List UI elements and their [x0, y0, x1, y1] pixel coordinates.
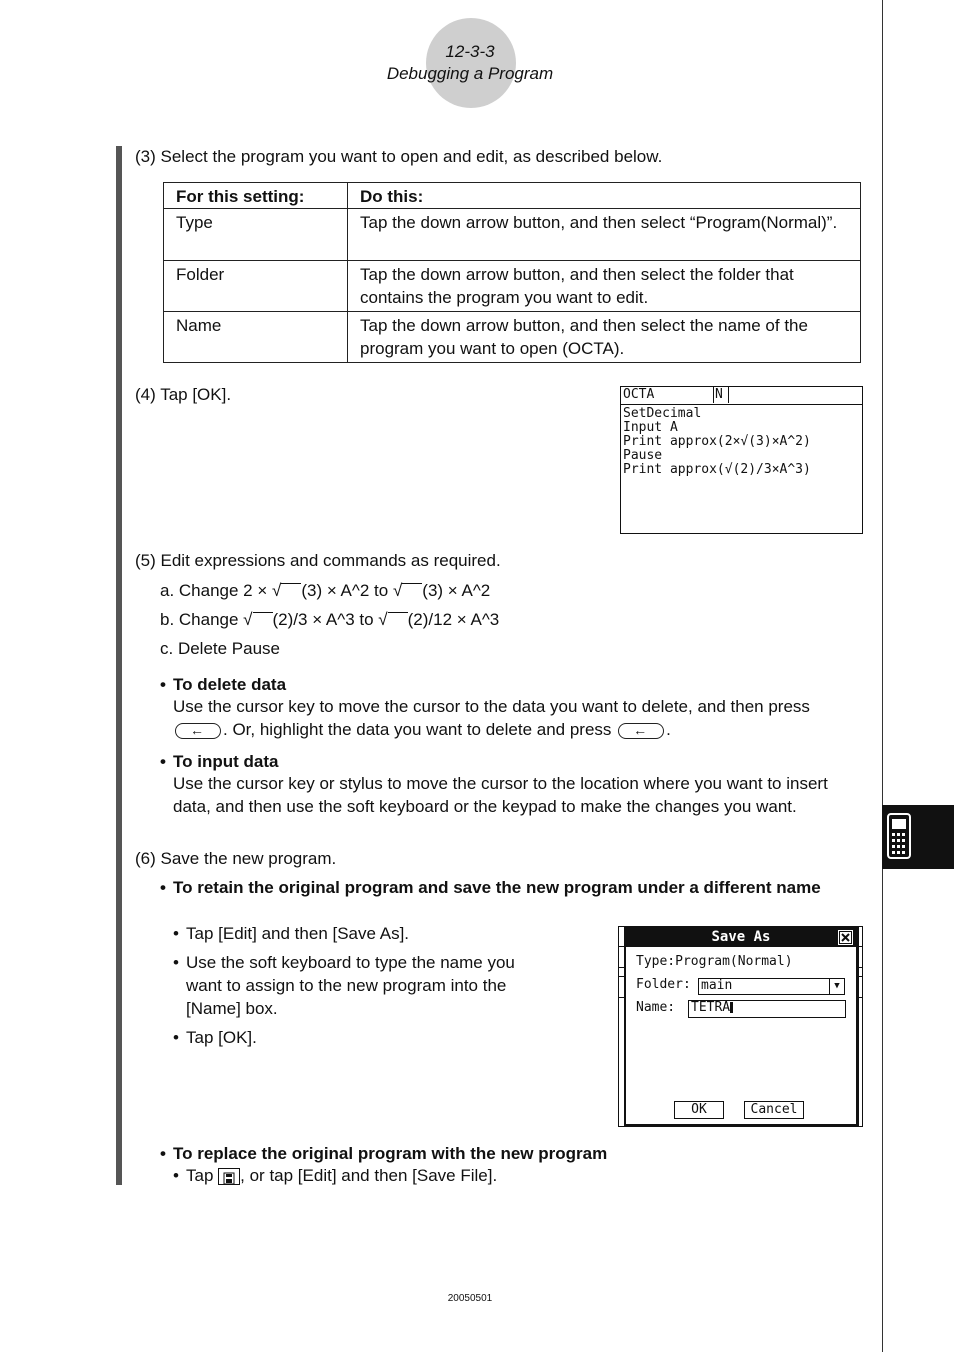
table-header-action: Do this: — [348, 183, 861, 209]
header-circle — [426, 18, 516, 108]
bullet-dot: • — [160, 1144, 166, 1163]
calculator-icon — [882, 805, 954, 869]
program-code — [623, 407, 811, 477]
table-cell-setting: Type — [164, 209, 348, 261]
folder-value: main — [701, 978, 733, 993]
replace-text — [186, 1164, 497, 1187]
step-5a-part: a. Change 2 × √ — [160, 581, 282, 600]
section-number: 12-3-3 — [445, 42, 495, 61]
save-icon — [218, 1168, 240, 1185]
code-line: Pause — [623, 448, 663, 463]
close-icon[interactable] — [838, 930, 853, 945]
chevron-down-icon[interactable]: ▼ — [829, 979, 844, 994]
step-4-text: (4) Tap [OK]. — [135, 385, 232, 404]
table-row — [164, 209, 861, 261]
step-6-text: (6) Save the new program. — [135, 849, 337, 868]
program-editor-screen — [620, 386, 863, 534]
step-5b-part: b. Change √ — [160, 610, 253, 629]
table-cell-action: Tap the down arrow button, and then select the folder that contains the program you want to edit. — [348, 261, 861, 312]
delete-heading: To delete data — [173, 675, 287, 694]
bullet-dot: • — [160, 752, 166, 771]
delete-text-part: . Or, highlight the data you want to delete and press — [223, 720, 612, 739]
replace-text-part: , or tap [Edit] and then [Save File]. — [240, 1166, 498, 1185]
bullet-small: • — [173, 1028, 179, 1047]
table-header-row — [164, 183, 861, 209]
step-5a-part: (3) × A^2 — [422, 581, 491, 600]
delete-text-part: . — [666, 720, 671, 739]
table-cell-setting: Folder — [164, 261, 348, 312]
bullet-small: • — [173, 924, 179, 943]
replace-heading: To replace the original program with the new program — [173, 1144, 608, 1163]
code-line: Print approx(√(2)/3×A^3) — [623, 462, 811, 477]
step-5b-part: (2)/12 × A^3 — [407, 610, 500, 629]
name-input[interactable] — [688, 1000, 846, 1018]
delete-text — [173, 695, 873, 741]
retain-heading: To retain the original program and save the new program under a different name — [173, 878, 821, 897]
table-row — [164, 261, 861, 312]
table-cell-action: Tap the down arrow button, and then select the name of the program you want to open (OCTA). — [348, 312, 861, 363]
table-cell-setting: Name — [164, 312, 348, 363]
code-line: Input A — [623, 420, 678, 435]
cancel-button[interactable]: Cancel — [744, 1101, 804, 1119]
chapter-tab — [882, 805, 954, 869]
table-header-setting: For this setting: — [164, 183, 348, 209]
program-name: OCTA — [623, 387, 655, 402]
page-title: Debugging a Program — [386, 64, 554, 83]
text-cursor — [730, 1002, 733, 1013]
dialog-title: Save As — [626, 928, 856, 947]
delete-text-part: Use the cursor key to move the cursor to the data you want to delete, and then press — [173, 697, 810, 716]
settings-table — [163, 182, 861, 363]
bullet-dot: • — [160, 675, 166, 694]
retain-step-2: Use the soft keyboard to type the name you want to assign to the new program into the [Name] box. — [186, 953, 515, 1018]
program-mode: N — [715, 387, 723, 402]
ok-button[interactable]: OK — [674, 1101, 724, 1119]
page-right-rule — [882, 0, 883, 1352]
footer-code: 20050501 — [447, 1293, 493, 1304]
name-label: Name: — [636, 1000, 676, 1015]
section-margin-bar — [116, 146, 122, 1185]
dialog-type: Type:Program(Normal) — [636, 954, 793, 969]
step-5-text: (5) Edit expressions and commands as required. — [135, 551, 501, 570]
retain-step-3: Tap [OK]. — [186, 1028, 257, 1047]
replace-text-part: Tap — [186, 1166, 214, 1185]
input-text: Use the cursor key or stylus to move the cursor to the location where you want to insert data, and then use the soft keyboard or the keypad to make the changes you want. — [173, 774, 828, 816]
step-5b — [160, 608, 499, 631]
editor-title-bar — [621, 387, 862, 405]
step-5a-part: (3) × A^2 to √ — [301, 581, 403, 600]
step-5b-part: (2)/3 × A^3 to √ — [272, 610, 388, 629]
table-row — [164, 312, 861, 363]
save-as-dialog — [624, 926, 859, 1127]
retain-step-1: Tap [Edit] and then [Save As]. — [186, 924, 410, 943]
folder-label: Folder: — [636, 977, 691, 992]
step-5a — [160, 579, 490, 602]
step-5c: c. Delete Pause — [160, 639, 281, 658]
input-heading: To input data — [173, 752, 279, 771]
step-3-text: (3) Select the program you want to open and edit, as described below. — [135, 147, 663, 166]
bullet-small: • — [173, 1166, 179, 1185]
name-value: TETRA — [691, 1000, 731, 1015]
backspace-key-icon — [618, 723, 664, 739]
bullet-small: • — [173, 953, 179, 972]
backspace-key-icon — [175, 723, 221, 739]
code-line: SetDecimal — [623, 406, 702, 421]
folder-select[interactable] — [698, 978, 845, 995]
table-cell-action: Tap the down arrow button, and then select “Program(Normal)”. — [348, 209, 861, 261]
save-as-screen — [618, 926, 862, 1126]
bullet-dot: • — [160, 878, 166, 897]
code-line: Print approx(2×√(3)×A^2) — [623, 434, 811, 449]
